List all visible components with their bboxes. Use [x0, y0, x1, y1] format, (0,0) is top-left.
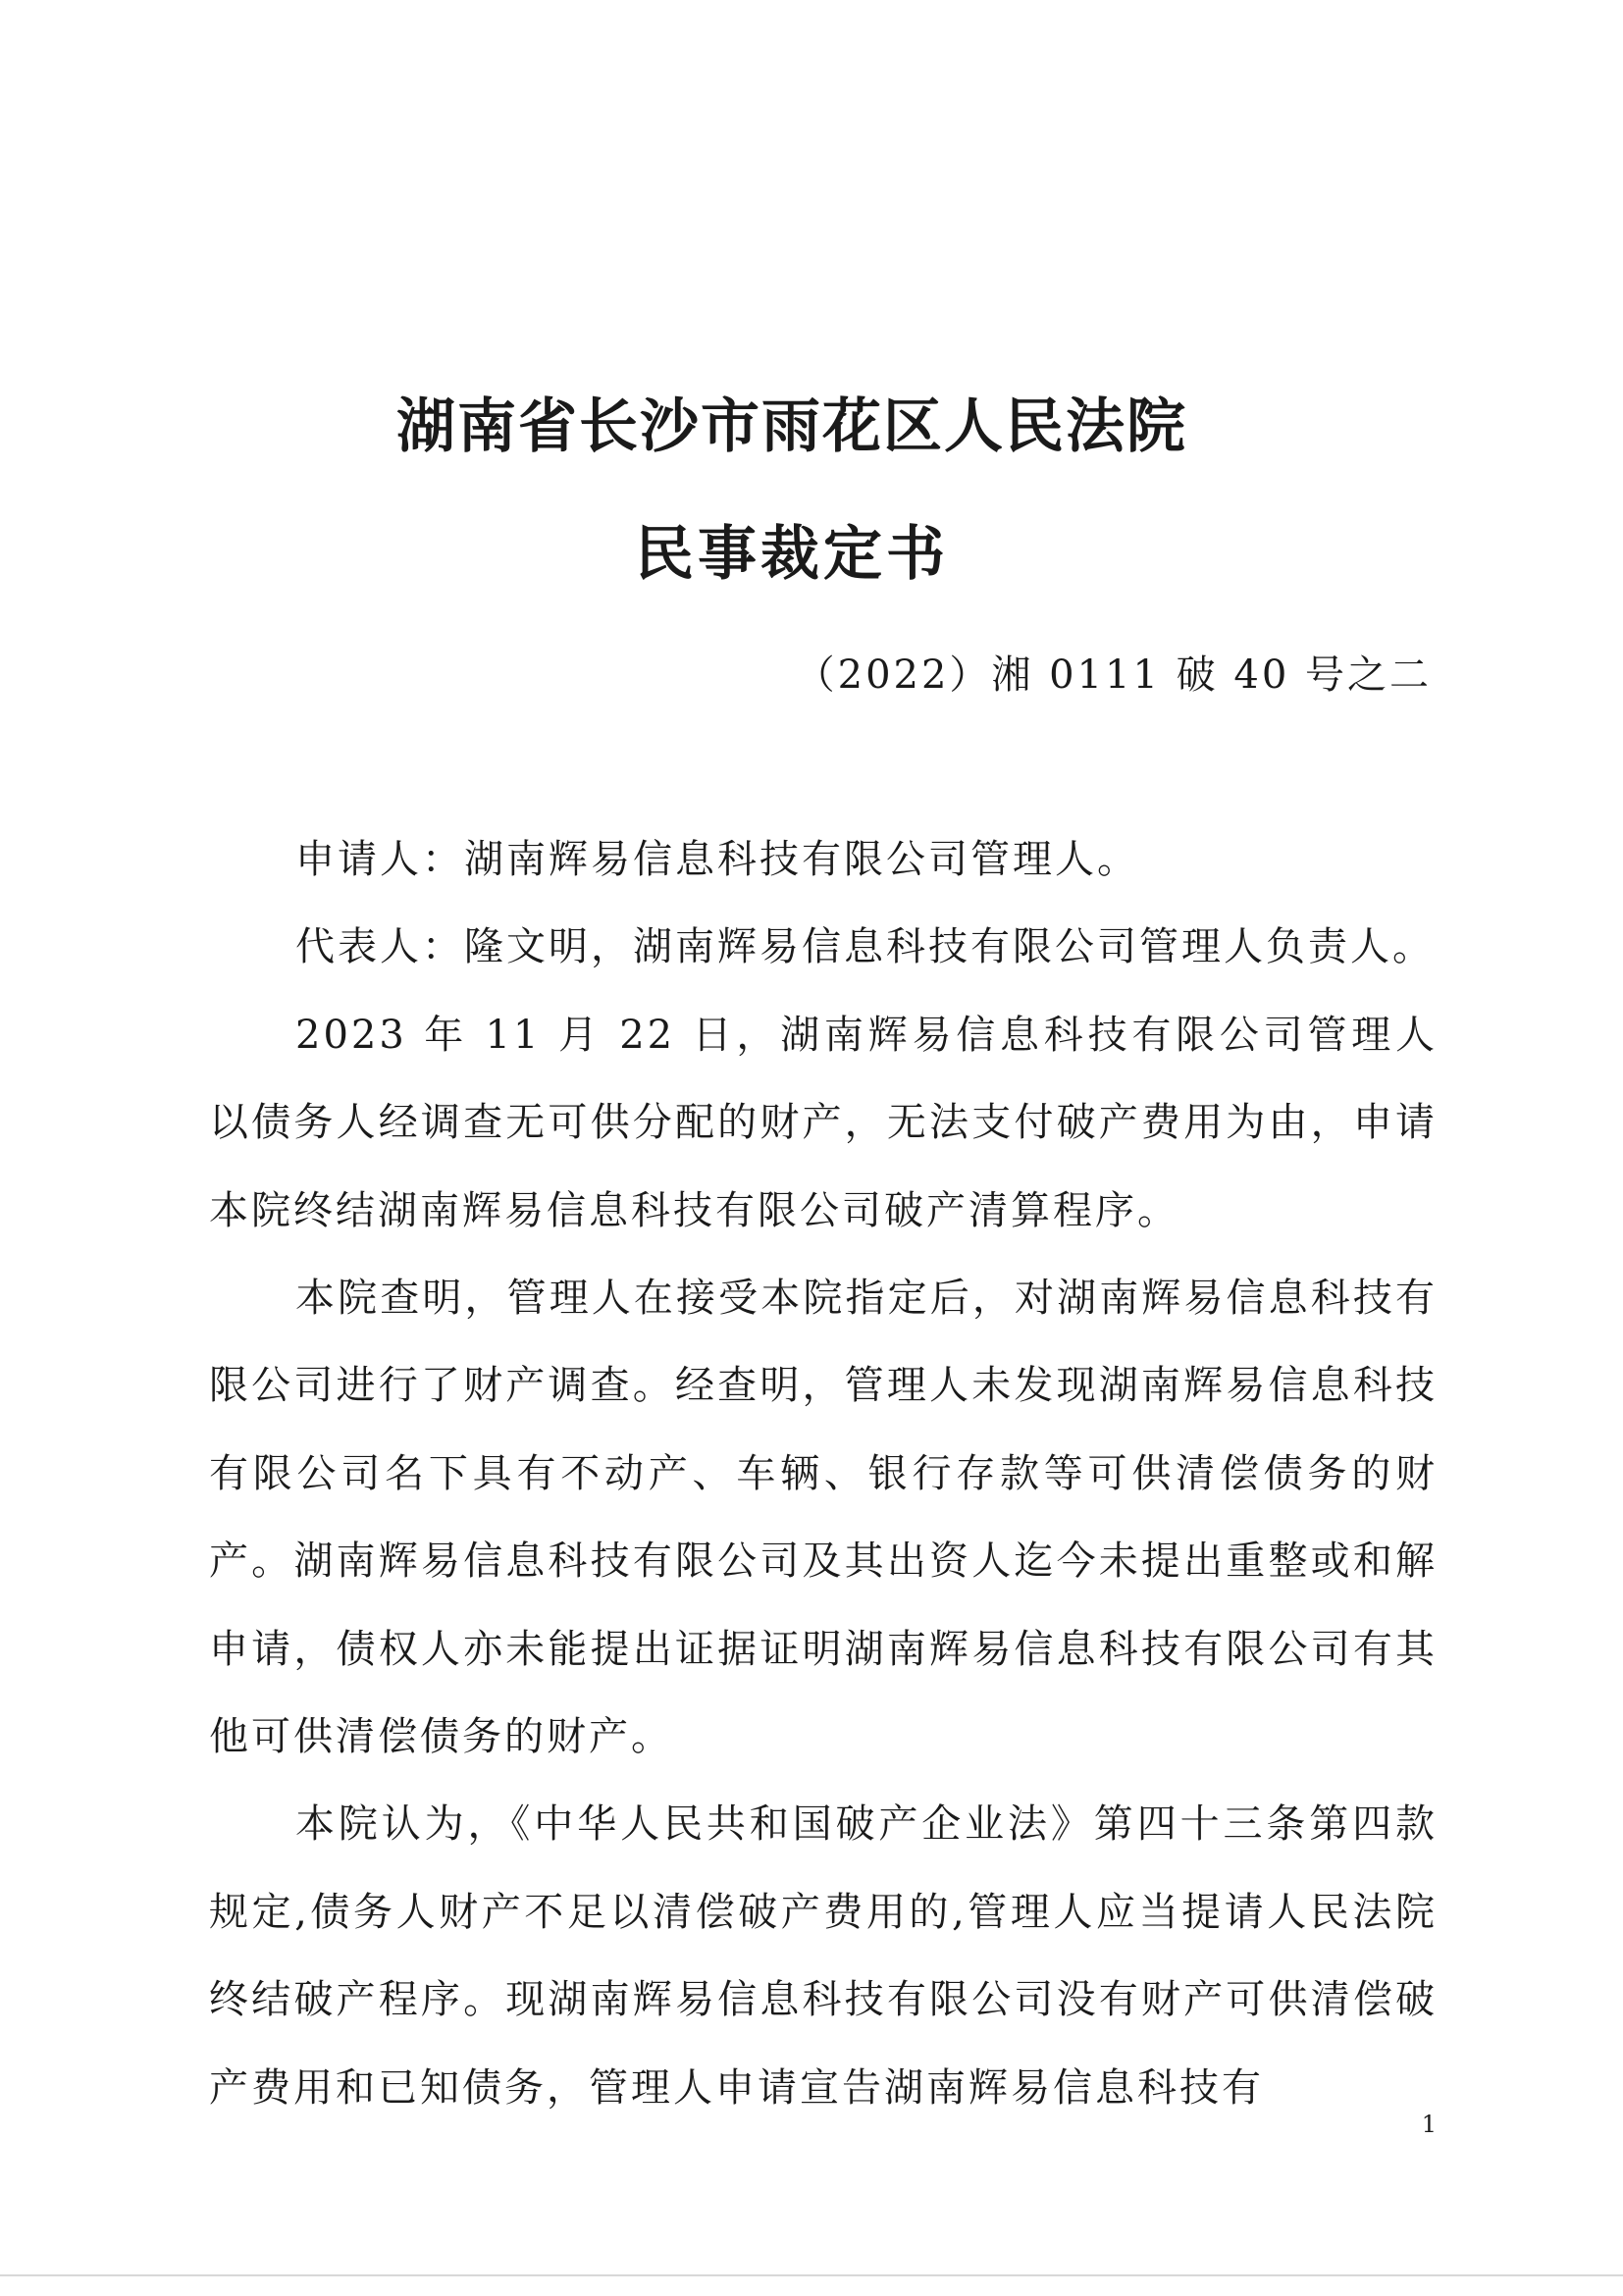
court-opinion-paragraph: 本院认为，《中华人民共和国破产企业法》第四十三条第四款规定,债务人财产不足以清偿破产费用的,管理人应当提请人民法院终结破产程序。现湖南辉易信息科技有限公司没有财产可供清偿破产费用和已知债务，管理人申请宣告湖南辉易信息科技有	[209, 1801, 1438, 2111]
findings-paragraph: 本院查明，管理人在接受本院指定后，对湖南辉易信息科技有限公司进行了财产调查。经查明，管理人未发现湖南辉易信息科技有限公司名下具有不动产、车辆、银行存款等可供清偿债务的财产。湖南辉易信息科技有限公司及其出资人迄今未提出重整或和解申请，债权人亦未能提出证据证明湖南辉易信息科技有限公司有其他可供清偿债务的财产。	[209, 1276, 1438, 1760]
page-number: 1	[1421, 2111, 1437, 2138]
representative-paragraph: 代表人：隆文明，湖南辉易信息科技有限公司管理人负责人。	[295, 924, 1435, 970]
case-number: （2022）湘 0111 破 40 号之二	[795, 652, 1432, 698]
document-type-title: 民事裁定书	[635, 520, 949, 589]
applicant-paragraph: 申请人：湖南辉易信息科技有限公司管理人。	[295, 837, 1139, 882]
bottom-scan-edge	[0, 2274, 1623, 2276]
court-name-title: 湖南省长沙市雨花区人民法院	[396, 392, 1187, 461]
application-paragraph: 2023 年 11 月 22 日，湖南辉易信息科技有限公司管理人以债务人经调查无可供分配的财产，无法支付破产费用为由，申请本院终结湖南辉易信息科技有限公司破产清算程序。	[209, 1012, 1438, 1233]
ruling-body	[209, 816, 1438, 2132]
